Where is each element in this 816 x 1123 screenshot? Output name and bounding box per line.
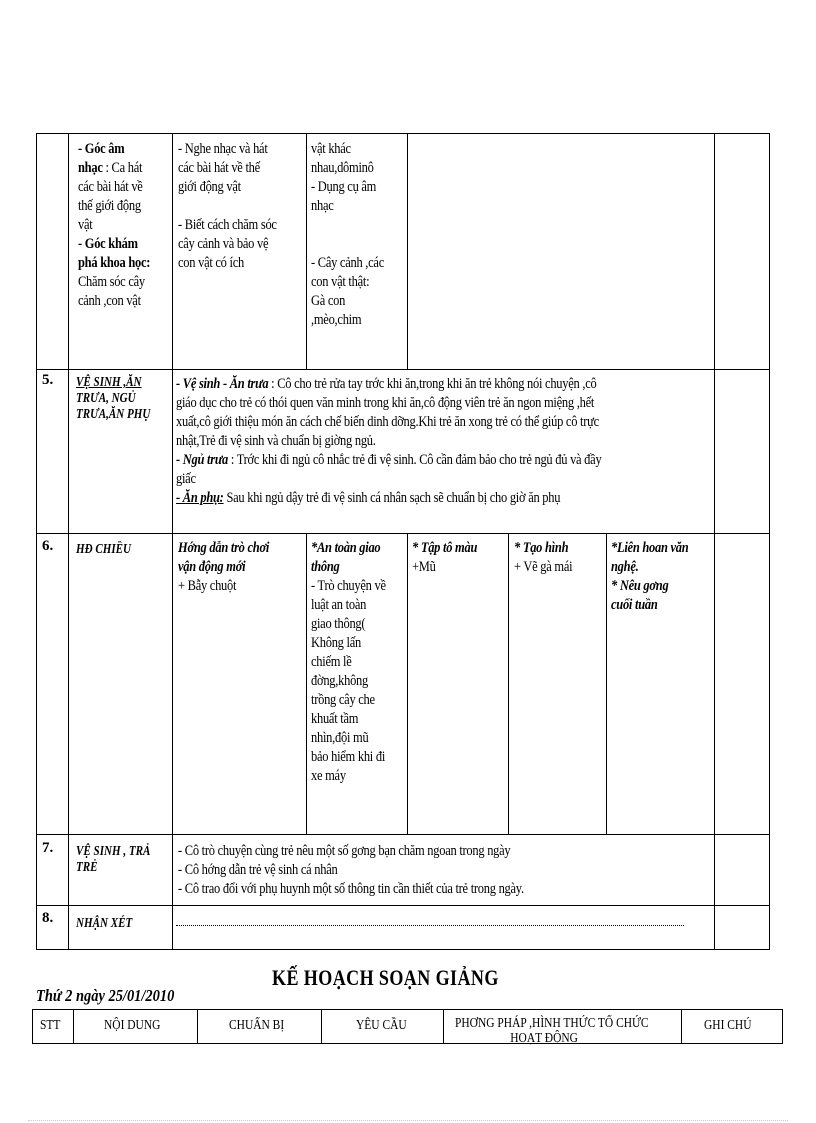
col-divider bbox=[306, 133, 307, 369]
col-divider bbox=[306, 533, 307, 834]
row-divider bbox=[36, 834, 770, 835]
row5-content: - Vệ sinh - Ăn trưa : Cô cho trẻ rửa tay trớc khi ăn,trong khi ăn trẻ không nói chuyện ,cô giáo dục cho trẻ có thói quen văn minh trong khi ăn,cô động viên trẻ ăn ngon miệng ,hết xuất,cô giới thiệu món ăn cách chế biến dinh dỡng.Khi trẻ ăn xong trẻ có thể giúp cô trực nhật,Trẻ đi vệ sinh và chuẩn bị giờng ngủ. - Ngủ trưa : Trớc khi đi ngủ cô nhắc trẻ đi vệ sinh. Cô cần đảm bảo cho trẻ ngủ đủ và đầy giấc - Ăn phụ: Sau khi ngủ dậy trẻ đi vệ sinh cá nhân sạch sẽ chuẩn bị cho giờ ăn phụ bbox=[176, 376, 602, 506]
row-label: HĐ CHIỀU bbox=[76, 541, 132, 556]
row-label: VỆ SINH ,ĂN TRƯA, NGỦ TRƯA,ĂN PHỤ bbox=[76, 374, 151, 421]
row6-col3: * Tập tô màu +Mũ bbox=[412, 540, 478, 575]
col-divider bbox=[508, 533, 509, 834]
row-label: NHẬN XÉT bbox=[76, 915, 133, 930]
goc-col1: - Góc âm nhạc : Ca hát các bài hát về thế giới động vật - Góc khám phá khoa học: Chăm sóc cây cảnh ,con vật bbox=[78, 141, 151, 309]
row-number: 6. bbox=[42, 538, 54, 554]
row6-col4: * Tạo hình + Vẽ gà mái bbox=[514, 540, 573, 575]
col-divider bbox=[197, 1009, 198, 1044]
row-divider bbox=[36, 369, 770, 370]
date-heading: Thứ 2 ngày 25/01/2010 bbox=[36, 986, 175, 1005]
page-edge-dots bbox=[28, 1120, 788, 1121]
col-divider bbox=[681, 1009, 682, 1044]
row6-col1: Hớng dẫn trò chơi vận động mới + Bẫy chuột bbox=[178, 540, 270, 594]
row7-content: - Cô trò chuyện cùng trẻ nêu một số gơng bạn chăm ngoan trong ngày - Cô hớng dẫn trẻ vệ sinh cá nhân - Cô trao đổi với phụ huynh một số thông tin cần thiết của trẻ trong ngày. bbox=[178, 843, 524, 897]
goc-col2: - Nghe nhạc và hát các bài hát về thế giới động vật - Biết cách chăm sóc cây cảnh và bảo vệ con vật có ích bbox=[178, 141, 277, 271]
row-label: VỆ SINH , TRẢ TRẺ bbox=[76, 843, 151, 874]
row-number: 5. bbox=[42, 372, 54, 388]
row-divider bbox=[36, 533, 770, 534]
row-number: 8. bbox=[42, 910, 54, 926]
header-ghi-chu: GHI CHÚ bbox=[704, 1017, 752, 1032]
header-noi-dung: NỘI DUNG bbox=[104, 1017, 161, 1032]
header-stt: STT bbox=[40, 1017, 61, 1032]
col-divider bbox=[73, 1009, 74, 1044]
page-title: KẾ HOẠCH SOẠN GIẢNG bbox=[272, 965, 499, 990]
col-divider bbox=[407, 133, 408, 369]
row-divider bbox=[36, 905, 770, 906]
row-number: 7. bbox=[42, 840, 54, 856]
header-yeu-cau: YÊU CẦU bbox=[356, 1017, 407, 1032]
row6-col2: *An toàn giao thông - Trò chuyện về luật an toàn giao thông( Không lấn chiếm lề đờng,không trồng cây che khuất tầm nhìn,đội mũ bảo hiểm khi đi xe máy bbox=[311, 540, 386, 784]
row6-col5: *Liên hoan văn nghệ. * Nêu gơng cuối tuần bbox=[611, 540, 689, 613]
goc-col3: vật khác nhau,dôminô - Dụng cụ âm nhạc - Cây cảnh ,các con vật thật: Gà con ,mèo,chim bbox=[311, 141, 384, 328]
header-chuan-bi: CHUẨN BỊ bbox=[229, 1017, 285, 1032]
col-divider bbox=[407, 533, 408, 834]
col-divider bbox=[443, 1009, 444, 1044]
col-divider bbox=[321, 1009, 322, 1044]
header-phuong-phap: PHƠNG PHÁP ,HÌNH THỨC TỔ CHỨC HOẠT ĐỘNG bbox=[455, 1015, 649, 1045]
col-divider bbox=[172, 133, 173, 950]
col-divider bbox=[714, 133, 715, 950]
col-divider bbox=[606, 533, 607, 834]
comment-dotted-line bbox=[176, 917, 684, 926]
col-divider bbox=[68, 133, 69, 950]
